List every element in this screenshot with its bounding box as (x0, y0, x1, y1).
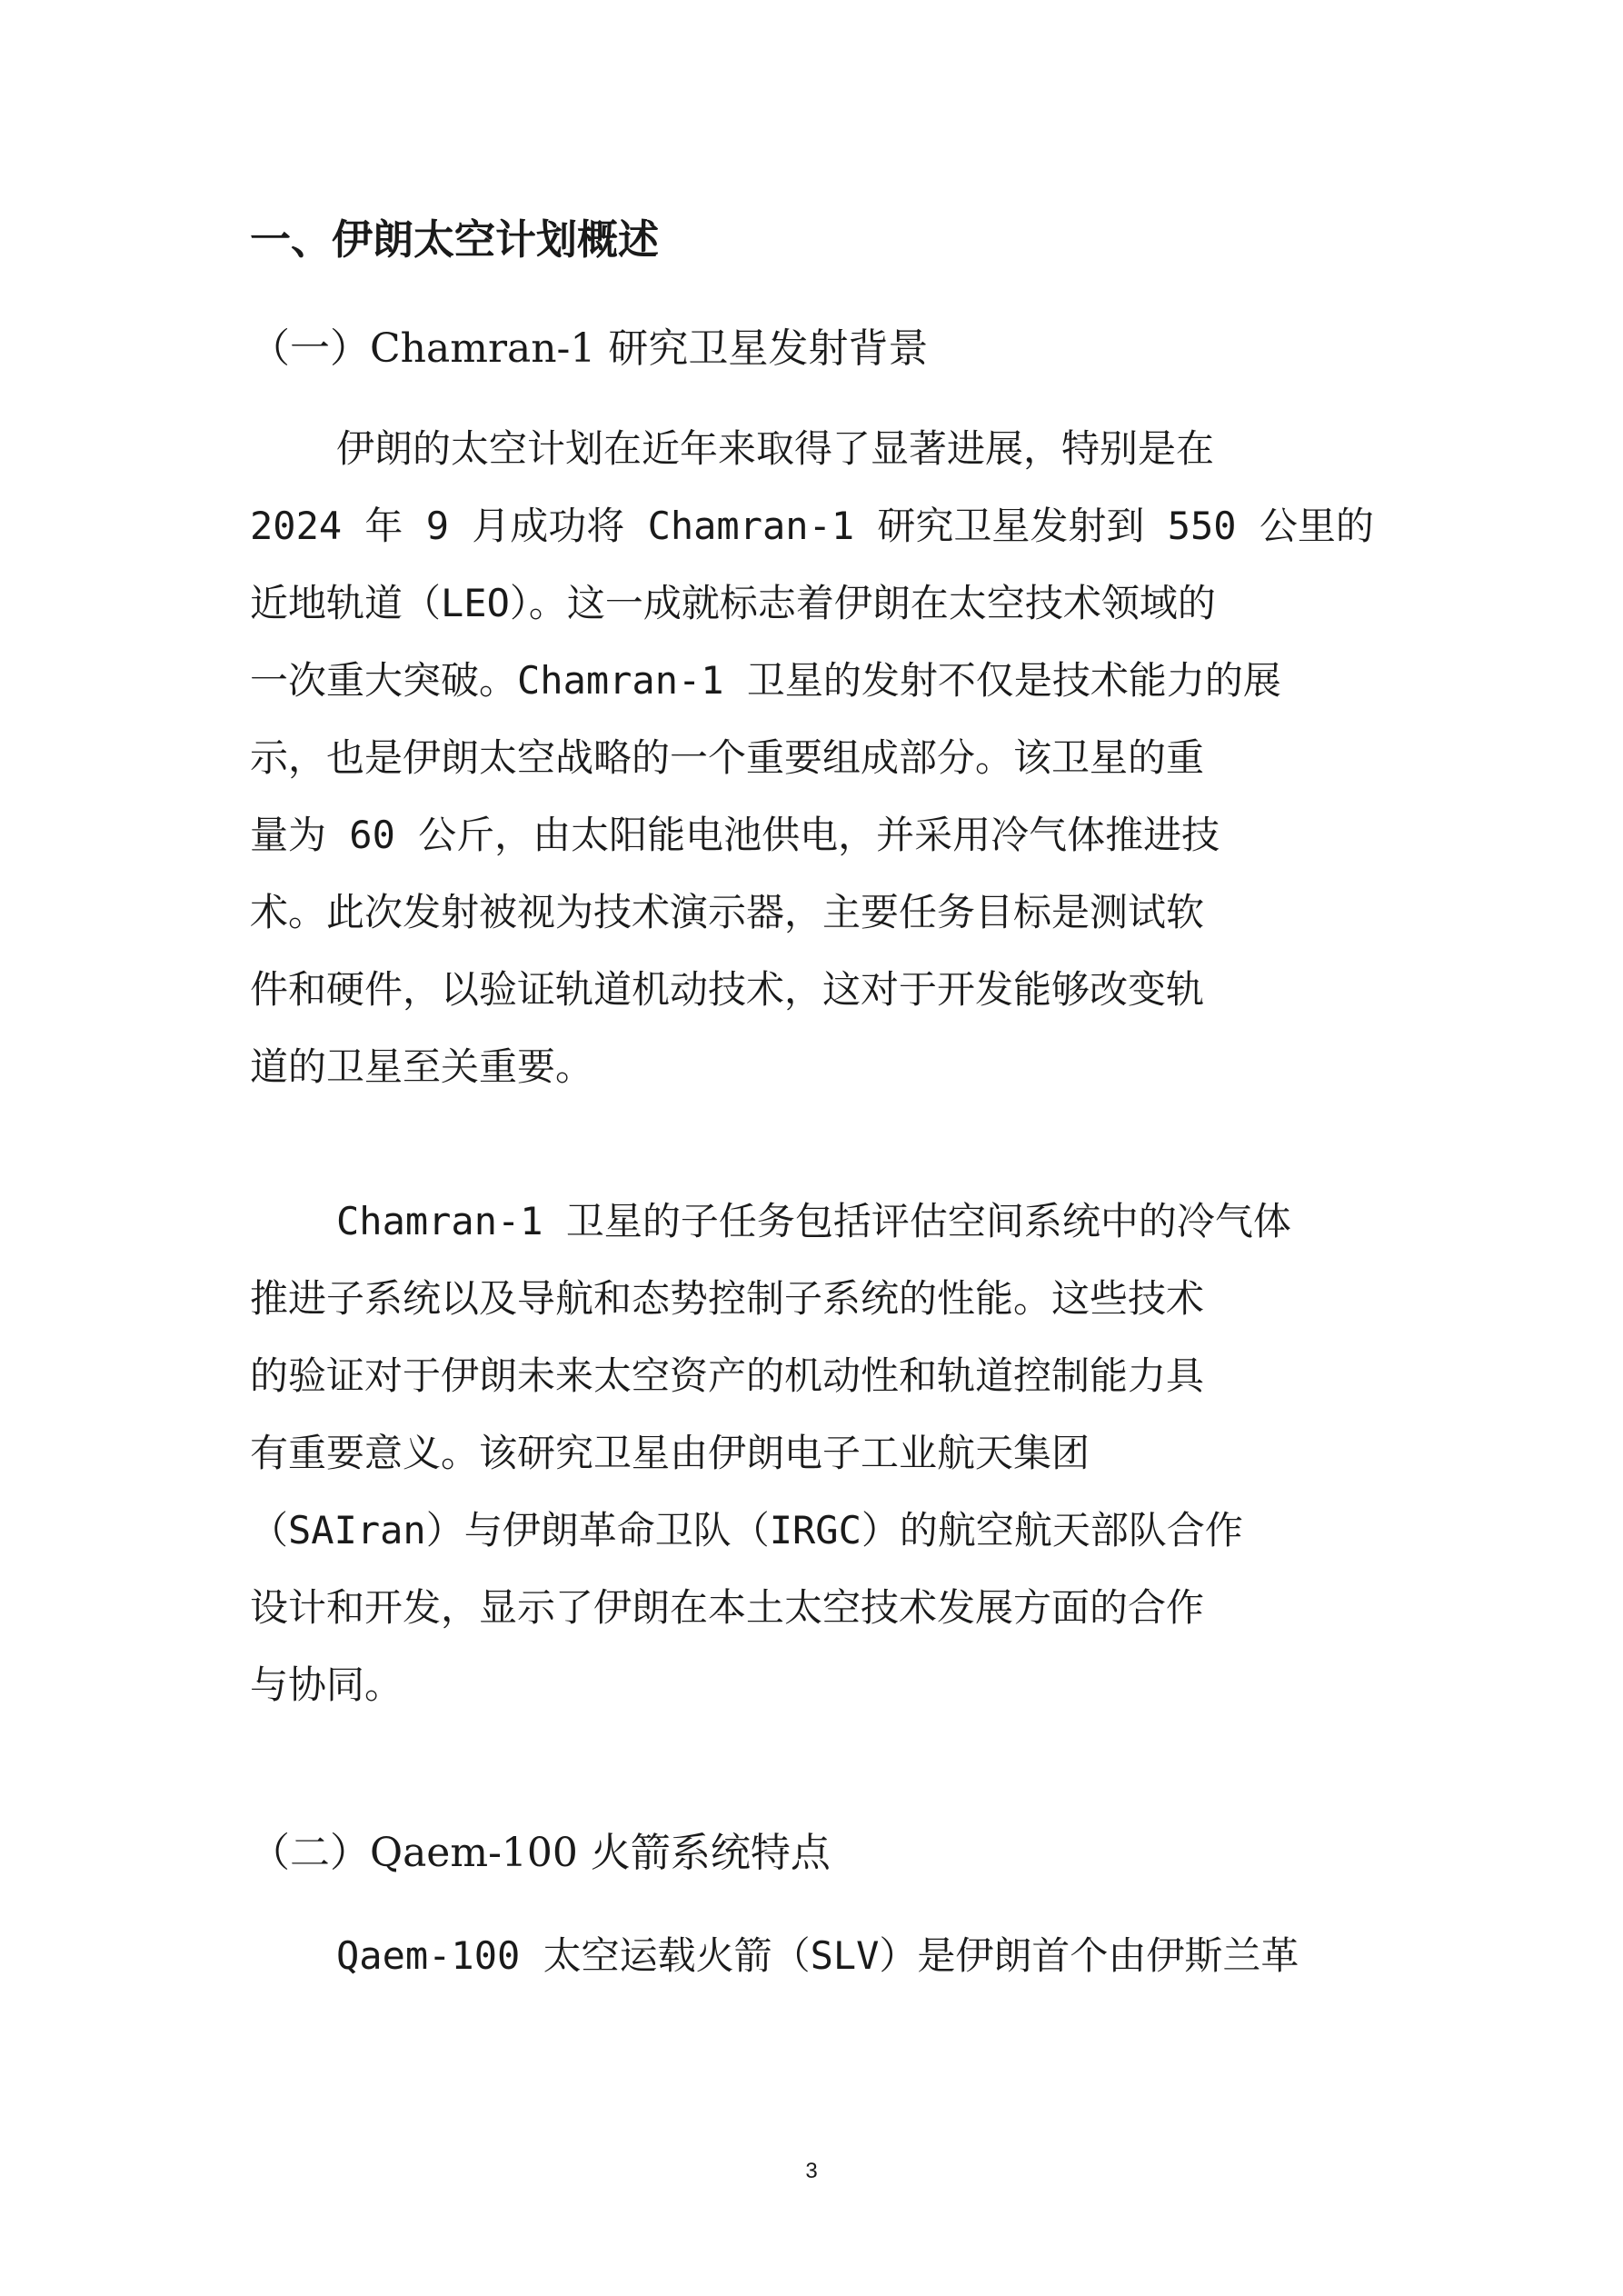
paragraph-line: 示，也是伊朗太空战略的一个重要组成部分。该卫星的重 (250, 735, 1205, 780)
subsection-heading-1: （一）Chamran-1 研究卫星发射背景 (250, 325, 929, 372)
paragraph-line: Chamran-1 卫星的子任务包括评估空间系统中的冷气体 (336, 1199, 1291, 1243)
paragraph-line: 近地轨道（LEO）。这一成就标志着伊朗在太空技术领域的 (250, 581, 1216, 625)
paragraph-line: 推进子系统以及导航和态势控制子系统的性能。这些技术 (250, 1276, 1205, 1321)
paragraph-line: 的验证对于伊朗未来太空资产的机动性和轨道控制能力具 (250, 1353, 1205, 1398)
paragraph-line: 道的卫星至关重要。 (250, 1044, 594, 1089)
paragraph-line: 术。此次发射被视为技术演示器，主要任务目标是测试软 (250, 890, 1205, 934)
paragraph-line: 与协同。 (250, 1662, 403, 1707)
subsection-heading-2: （二）Qaem-100 火箭系统特点 (250, 1830, 831, 1876)
paragraph-line: 量为 60 公斤，由太阳能电池供电，并采用冷气体推进技 (250, 813, 1220, 857)
paragraph-line: 伊朗的太空计划在近年来取得了显著进展，特别是在 (336, 426, 1215, 471)
paragraph-line: （SAIran）与伊朗革命卫队（IRGC）的航空航天部队合作 (250, 1508, 1243, 1552)
paragraph-line: 一次重大突破。Chamran-1 卫星的发射不仅是技术能力的展 (250, 658, 1281, 703)
paragraph-line: 设计和开发，显示了伊朗在本土太空技术发展方面的合作 (250, 1585, 1205, 1630)
paragraph-line: 有重要意义。该研究卫星由伊朗电子工业航天集团 (250, 1431, 1090, 1475)
paragraph-line: Qaem-100 太空运载火箭（SLV）是伊朗首个由伊斯兰革 (336, 1933, 1299, 1978)
paragraph-line: 2024 年 9 月成功将 Chamran-1 研究卫星发射到 550 公里的 (250, 504, 1374, 548)
section-heading: 一、伊朗太空计划概述 (250, 215, 660, 264)
page-number: 3 (805, 2159, 818, 2183)
paragraph-line: 件和硬件，以验证轨道机动技术，这对于开发能够改变轨 (250, 967, 1205, 1012)
